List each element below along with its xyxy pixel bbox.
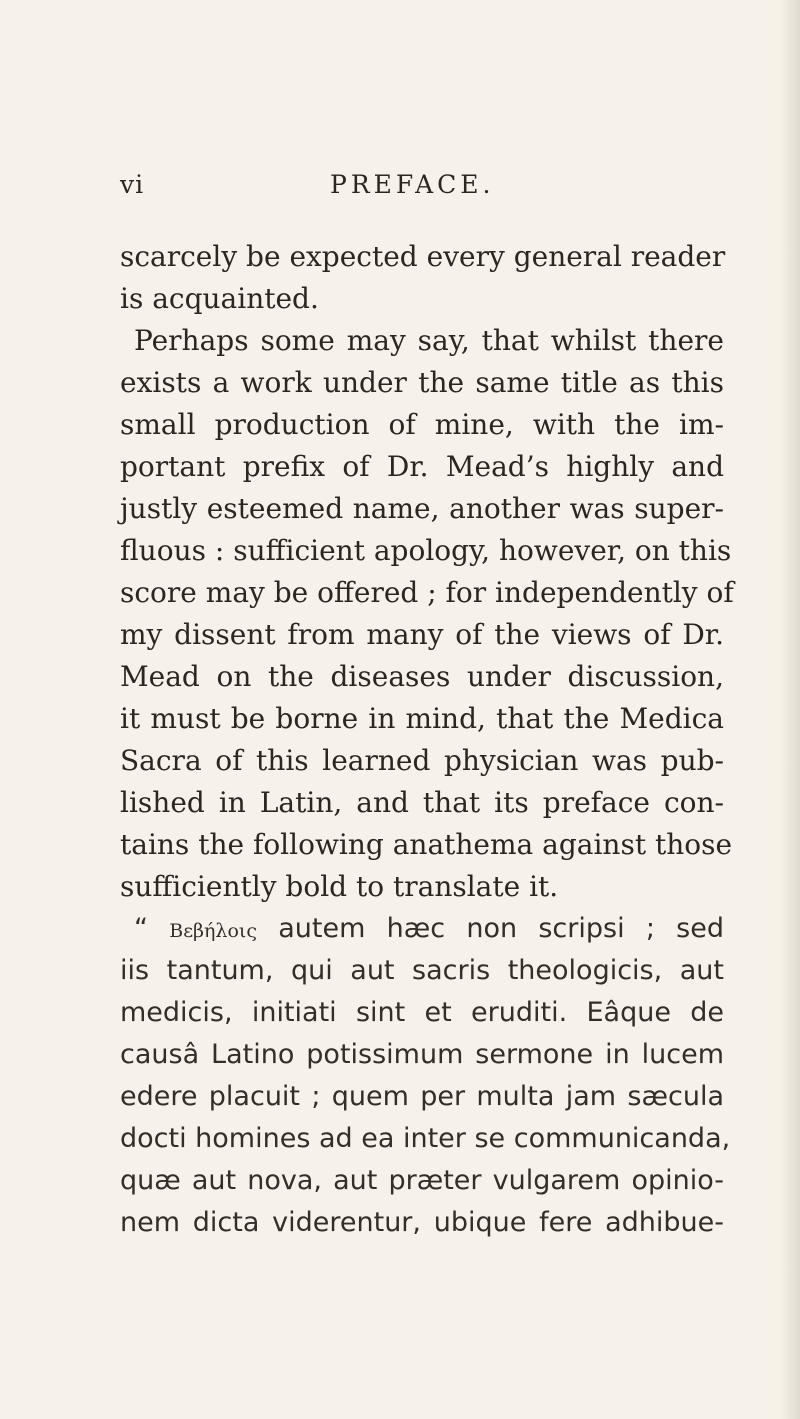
page-number: vi (120, 170, 145, 199)
quote-line: edere placuit ; quem per multa jam sæcula (120, 1081, 724, 1112)
quote-first-line (120, 908, 724, 950)
body-text (120, 236, 734, 1244)
text-line: small production of mine, with the im- (120, 408, 724, 441)
text-line: tains the following anathema against those (120, 828, 733, 861)
text-line: lished in Latin, and that its preface con- (120, 786, 724, 819)
quote-line: nem dicta viderentur, ubique fere adhibue- (120, 1207, 724, 1238)
quote-line: iis tantum, qui aut sacris theologicis, aut (120, 955, 724, 986)
quote-line: quæ aut nova, aut præter vulgarem opinio- (120, 1165, 724, 1196)
text-line: Mead on the diseases under discussion, (120, 660, 724, 693)
greek-word: Βεβήλοις (169, 920, 257, 942)
running-head: PREFACE. (330, 170, 495, 199)
quote-line: causâ Latino potissimum sermone in lucem (120, 1039, 724, 1070)
text-line: my dissent from many of the views of Dr. (120, 618, 724, 651)
text-line: score may be offered ; for independently of (120, 576, 734, 609)
text-line: scarcely be expected every general reader (120, 240, 726, 273)
text-line: fluous : sufficient apology, however, on this (120, 534, 732, 567)
text-line: justly esteemed name, another was super- (120, 492, 724, 525)
quote-line: medicis, initiati sint et eruditi. Eâque de (120, 997, 724, 1028)
text-line: Sacra of this learned physician was pub- (120, 744, 724, 777)
paragraph-first-line: Perhaps some may say, that whilst there (134, 324, 724, 357)
text-line: it must be borne in mind, that the Medica (120, 702, 724, 735)
page-header (120, 170, 720, 204)
text-line: is acquainted. (120, 282, 319, 315)
quote-mark: “ (134, 913, 148, 944)
text-line: portant prefix of Dr. Mead’s highly and (120, 450, 724, 483)
quote-line-text: autem hæc non scripsi ; sed (278, 913, 724, 944)
text-line: sufficiently bold to translate it. (120, 870, 559, 903)
text-line: exists a work under the same title as this (120, 366, 724, 399)
quote-line: docti homines ad ea inter se communicanda, (120, 1123, 731, 1154)
